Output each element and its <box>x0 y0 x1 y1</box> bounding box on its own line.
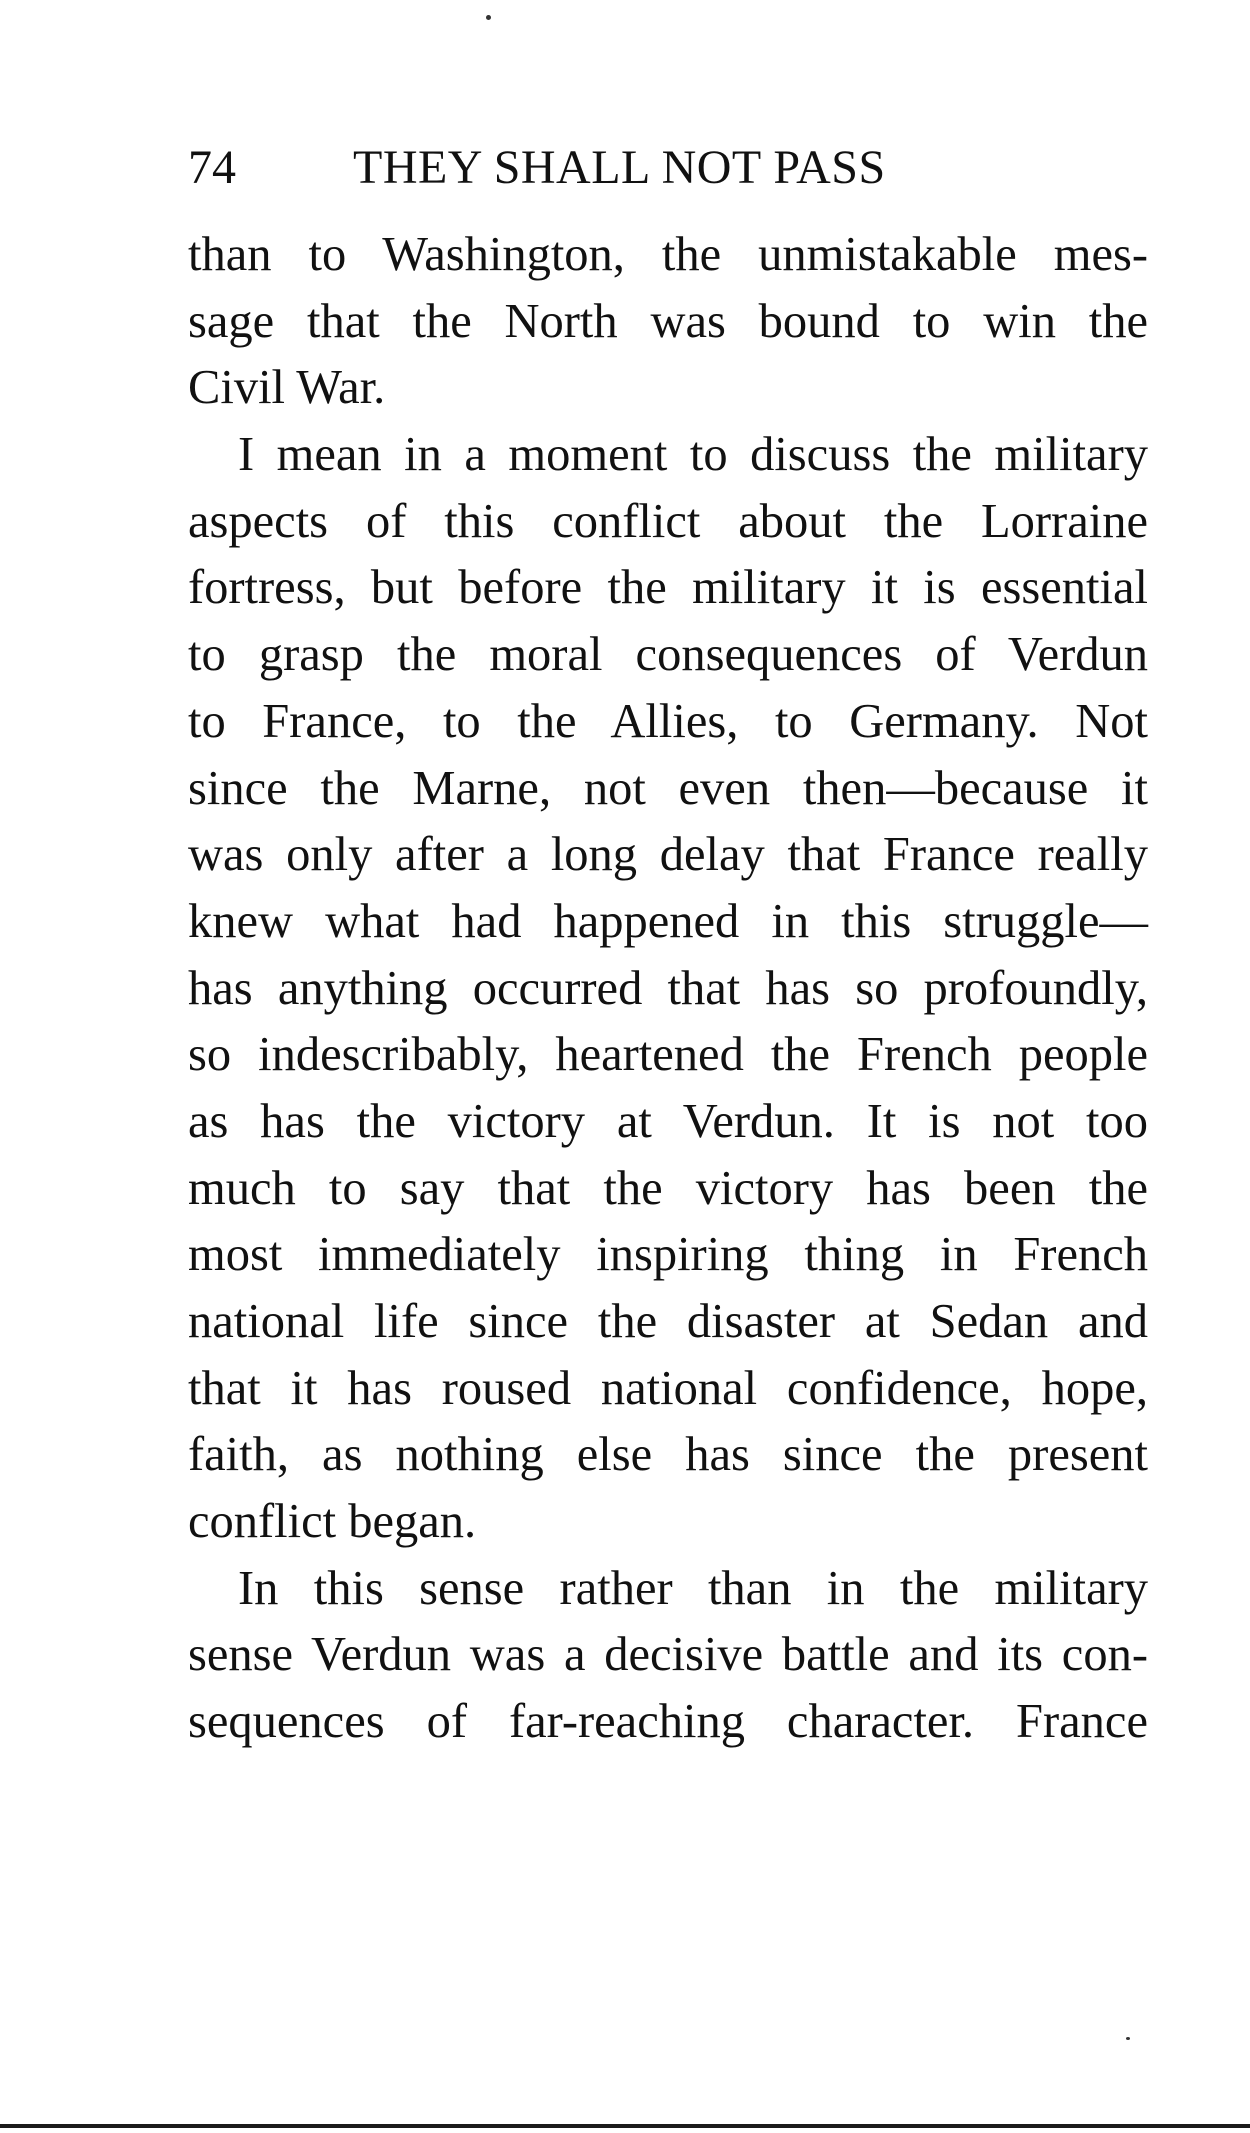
text-line: to France, to the Allies, to Germany. Not <box>188 694 1148 748</box>
paragraph-1 <box>188 222 1148 422</box>
text-line: most immediately inspiring thing in French <box>188 1228 1148 1282</box>
text-line: as has the victory at Verdun. It is not too <box>188 1094 1148 1148</box>
running-header <box>188 138 1148 198</box>
text-line: Civil War. <box>188 361 386 415</box>
text-line: sequences of far-reaching character. France <box>188 1695 1148 1749</box>
text-line: I mean in a moment to discuss the military <box>238 428 1148 482</box>
text-line: aspects of this conflict about the Lorraine <box>188 494 1148 548</box>
text-line: has anything occurred that has so profoundly, <box>188 961 1148 1015</box>
text-line: national life since the disaster at Sedan and <box>188 1295 1148 1348</box>
text-line: sense Verdun was a decisive battle and its con- <box>188 1628 1148 1682</box>
text-line: much to say that the victory has been the <box>188 1161 1148 1215</box>
ink-speck <box>1126 2037 1130 2040</box>
text-line: to grasp the moral consequences of Verdun <box>188 628 1148 682</box>
text-line: knew what had happened in this struggle— <box>188 894 1148 948</box>
text-line: In this sense rather than in the military <box>238 1561 1148 1615</box>
page-bottom-edge <box>0 2124 1250 2128</box>
text-line: fortress, but before the military it is essential <box>188 561 1148 615</box>
text-line: conflict began. <box>188 1495 477 1549</box>
text-line: than to Washington, the unmistakable mes- <box>188 228 1148 281</box>
paragraph-2 <box>188 422 1148 1556</box>
text-line: was only after a long delay that France really <box>188 828 1148 882</box>
ink-speck <box>486 15 491 20</box>
body-text <box>188 222 1148 1756</box>
page-number: 74 <box>188 141 236 194</box>
text-line: sage that the North was bound to win the <box>188 294 1148 348</box>
text-line: since the Marne, not even then—because it <box>188 761 1148 815</box>
text-line: so indescribably, heartened the French people <box>188 1028 1148 1082</box>
paragraph-3 <box>188 1556 1148 1756</box>
text-line: that it has roused national confidence, hope, <box>188 1361 1148 1415</box>
running-title: THEY SHALL NOT PASS <box>353 141 886 194</box>
text-line: faith, as nothing else has since the present <box>188 1428 1148 1482</box>
